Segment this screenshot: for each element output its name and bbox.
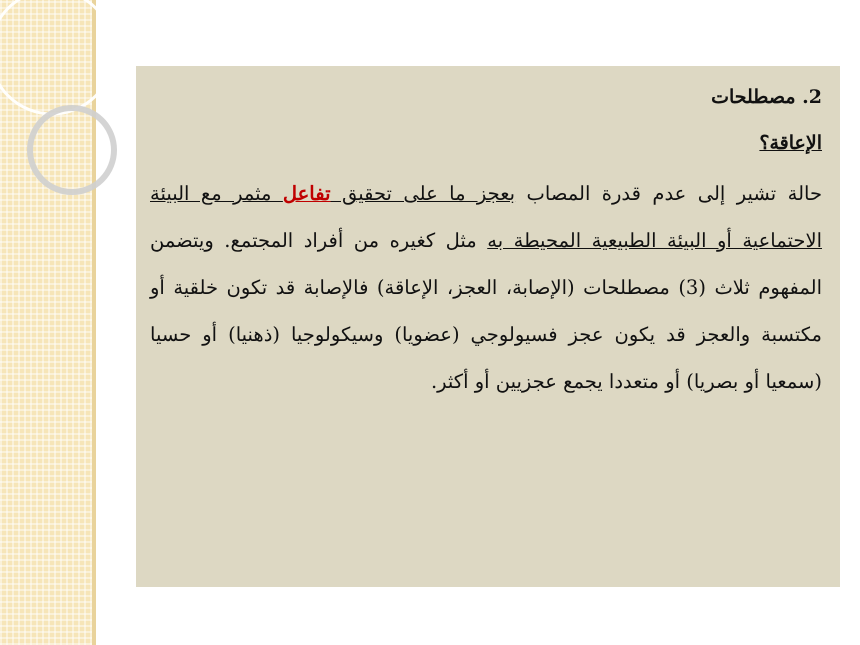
paragraph-underlined-2: مثمر مع البيئة الاحتماعية أو البيئة الطبيعية المحيطة به: [150, 182, 822, 252]
paragraph-underlined-1: بعجز ما على تحقيق: [330, 182, 516, 205]
definition-paragraph: [150, 170, 822, 405]
section-heading: 2. مصطلحات: [711, 86, 822, 108]
text-area: [150, 74, 822, 405]
paragraph-part-5: مثل كغيره من أفراد المجتمع. ويتضمن المفهوم ثلاث (3) مصطلحات (الإصابة، العجز، الإعاقة) فالإصابة قد تكون خلقية أو مكتسبة والعجز قد يكون عجز فسيولوجي (عضويا) وسيكولوجيا (ذهنيا) أو حسيا (سمعيا أو بصريا) أو متعددا يجمع عجزيين أو أكثر.: [150, 229, 822, 393]
content-box: [136, 66, 840, 587]
highlighted-term: تفاعل: [282, 182, 331, 205]
paragraph-part-1: حالة تشير إلى عدم قدرة المصاب: [515, 182, 823, 205]
term-subheading: الإعاقة؟: [759, 132, 822, 154]
